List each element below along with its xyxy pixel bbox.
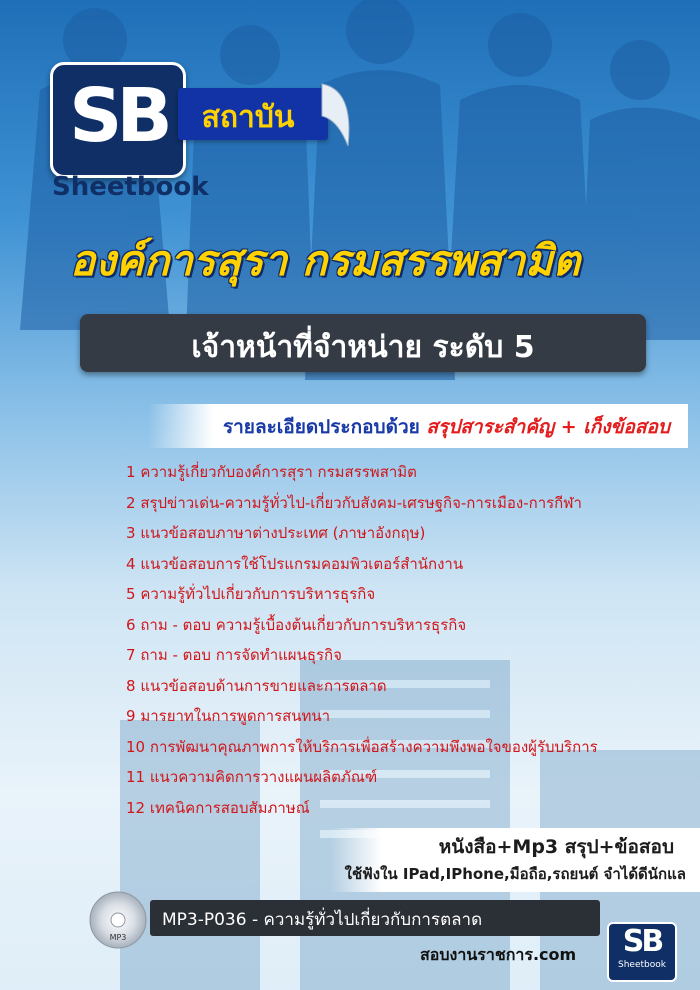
item-text: การพัฒนาคุณภาพการให้บริการเพื่อสร้างความพึงพอใจของผู้รับบริการ bbox=[149, 737, 598, 756]
item-text: แนวความคิดการวางแผนผลิตภัณฑ์ bbox=[149, 768, 378, 786]
item-text: แนวข้อสอบการใช้โปรแกรมคอมพิวเตอร์สำนักงาน bbox=[140, 554, 464, 573]
details-heading-bar bbox=[148, 404, 688, 448]
item-number: 4 bbox=[126, 554, 136, 573]
brand-name: Sheetbook bbox=[52, 172, 209, 202]
list-item bbox=[126, 640, 598, 671]
item-number: 6 bbox=[126, 615, 136, 634]
item-text: เทคนิคการสอบสัมภาษณ์ bbox=[149, 798, 310, 817]
book-info-title: หนังสือ+Mp3 สรุป+ข้อสอบ bbox=[438, 836, 674, 858]
organization-title: องค์การสุรา กรมสรรพสามิต bbox=[70, 236, 581, 285]
list-item bbox=[126, 762, 598, 793]
item-number: 1 bbox=[126, 463, 136, 481]
item-number: 2 bbox=[126, 493, 136, 512]
item-text: มารยาทในการพูดการสนทนา bbox=[140, 707, 331, 725]
item-number: 12 bbox=[126, 798, 146, 817]
logo-banner bbox=[178, 88, 328, 140]
product-code-bar bbox=[150, 900, 600, 936]
list-item bbox=[126, 793, 598, 824]
item-text: แนวข้อสอบด้านการขายและการตลาด bbox=[140, 676, 387, 695]
position-title-bar bbox=[80, 314, 646, 372]
cd-disc-icon bbox=[88, 890, 148, 950]
item-number: 8 bbox=[126, 676, 136, 695]
position-title: เจ้าหน้าที่จำหน่าย ระดับ 5 bbox=[191, 330, 535, 365]
item-number: 5 bbox=[126, 585, 136, 603]
item-text: สรุปข่าวเด่น-ความรู้ทั่วไป-เกี่ยวกับสังคม-เศรษฐกิจ-การเมือง-การกีฬา bbox=[140, 493, 582, 512]
list-item bbox=[126, 549, 598, 580]
item-number: 10 bbox=[126, 737, 146, 756]
page-curl-icon bbox=[318, 80, 358, 150]
product-code: MP3-P036 - ความรู้ทั่วไปเกี่ยวกับการตลาด bbox=[162, 910, 483, 930]
logo-letters: SB bbox=[69, 73, 167, 159]
item-number: 9 bbox=[126, 707, 136, 725]
details-highlight: สรุปสาระสำคัญ + เก็งข้อสอบ bbox=[426, 416, 670, 438]
item-text: ถาม - ตอบ ความรู้เบื้องต้นเกี่ยวกับการบริหารธุรกิจ bbox=[140, 615, 467, 634]
details-prefix: รายละเอียดประกอบด้วย bbox=[222, 416, 420, 438]
item-number: 11 bbox=[126, 768, 146, 786]
book-info-subtitle: ใช้ฟังใน IPad,IPhone,มือถือ,รถยนต์ จำได้ดีนักแล bbox=[344, 865, 686, 883]
small-sb-logo bbox=[607, 922, 677, 982]
item-text: ความรู้เกี่ยวกับองค์การสุรา กรมสรรพสามิต bbox=[140, 463, 417, 481]
logo-banner-text: สถาบัน bbox=[201, 100, 295, 135]
list-item bbox=[126, 457, 598, 488]
small-logo-name: Sheetbook bbox=[618, 960, 666, 970]
list-item bbox=[126, 579, 598, 610]
topic-list bbox=[126, 457, 598, 823]
small-logo-letters: SB bbox=[622, 924, 662, 959]
list-item bbox=[126, 610, 598, 641]
item-number: 3 bbox=[126, 524, 136, 542]
item-text: ถาม - ตอบ การจัดทำแผนธุรกิจ bbox=[140, 646, 342, 664]
details-heading bbox=[223, 412, 670, 442]
list-item bbox=[126, 488, 598, 519]
list-item bbox=[126, 701, 598, 732]
book-info-bar bbox=[330, 828, 700, 892]
item-text: ความรู้ทั่วไปเกี่ยวกับการบริหารธุรกิจ bbox=[140, 585, 376, 603]
website-text: สอบงานราชการ.com bbox=[420, 945, 577, 964]
list-item bbox=[126, 518, 598, 549]
list-item bbox=[126, 732, 598, 763]
item-text: แนวข้อสอบภาษาต่างประเทศ (ภาษาอังกฤษ) bbox=[140, 524, 426, 542]
sb-logo bbox=[50, 62, 186, 178]
list-item bbox=[126, 671, 598, 702]
cd-label: MP3 bbox=[109, 933, 127, 942]
item-number: 7 bbox=[126, 646, 136, 664]
